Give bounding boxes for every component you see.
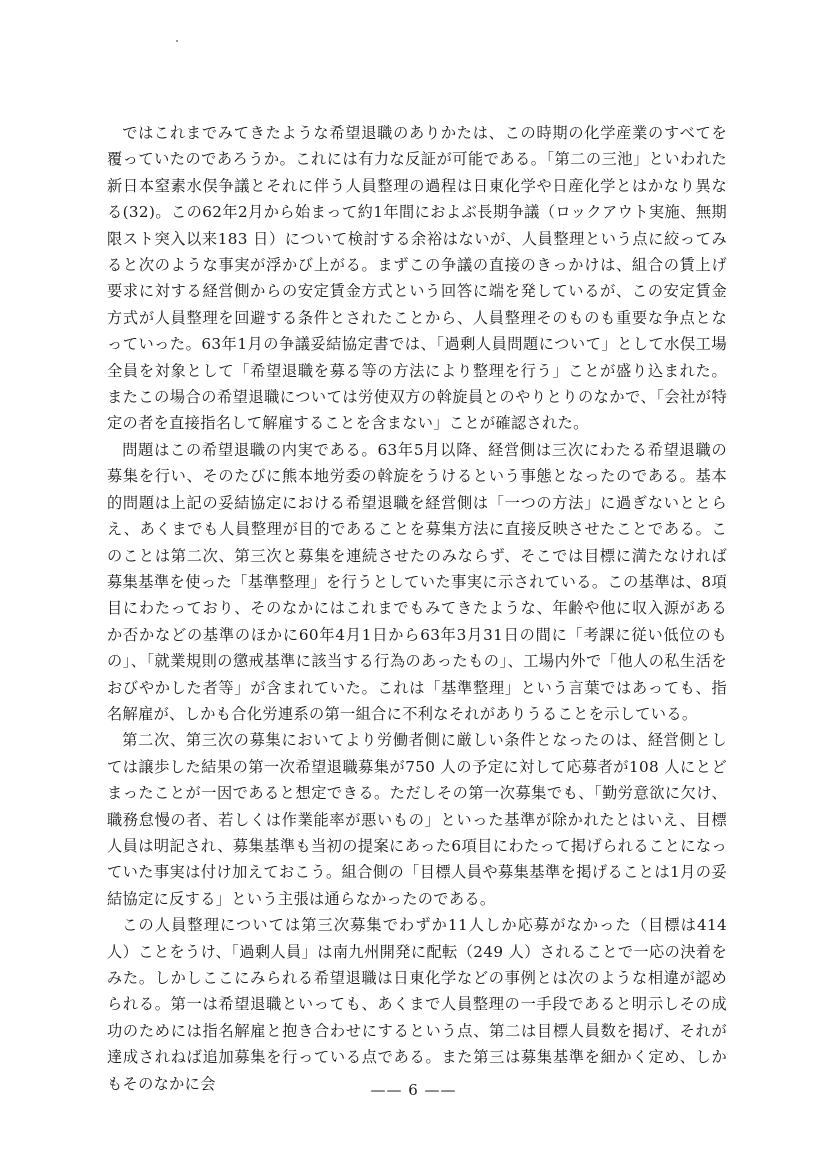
paragraph-4: この人員整理については第三次募集でわずか11人しか応募がなかった（目標は414 人）ことをうけ、「過剰人員」は南九州開発に配転（249 人）されることで一応の決着をみた。しかしここにみられる希望退職は日東化学などの事例とは次のような相違が認められる。第一は希望退職といっても、あくまで人員整理の一手段であると明示しその成功のためには指名解雇と抱き合わせにするという点、第二は目標人員数を掲げ、それが達成されねば追加募集を行っている点である。また第三は募集基準を細かく定め、しかもそのなかに会 [107, 916, 727, 1093]
page-number: —— 6 —— [370, 1081, 457, 1099]
body-text [107, 120, 727, 1097]
paragraph-1: ではこれまでみてきたような希望退職のありかたは、この時期の化学産業のすべてを覆っていたのであろうか。これには有力な反証が可能である。「第二の三池」といわれた新日本窒素水俣争議とそれに伴う人員整理の過程は日東化学や日産化学とはかなり異なる(32)。この62年2月から始まって約1年間におよぶ長期争議（ロックアウト実施、無期限スト突入以来183 日）について検討する余裕はないが、人員整理という点に絞ってみると次のような事実が浮かび上がる。まずこの争議の直接のきっかけは、組合の賃上げ要求に対する経営側からの安定賃金方式という回答に端を発しているが、この安定賃金方式が人員整理を回避する条件とされたことから、人員整理そのものも重要な争点となっていった。63年1月の争議妥結協定書では、「過剰人員問題について」として水俣工場全員を対象として「希望退職を募る等の方法により整理を行う」ことが盛り込まれた。またこの場合の希望退職については労使双方の斡旋員とのやりとりのなかで、「会社が特定の者を直接指名して解雇することを含まない」ことが確認された。 [107, 124, 727, 433]
paragraph-3: 第二次、第三次の募集においてより労働者側に厳しい条件となったのは、経営側としては譲歩した結果の第一次希望退職募集が750 人の予定に対して応募者が108 人にとどまったことが一因であると想定できる。ただしその第一次募集でも、「勤労意欲に欠け、職務怠慢の者、若しくは作業能率が悪いもの」といった基準が除かれたとはいえ、目標人員は明記され、募集基準も当初の提案にあった6項目にわたって掲げられることになっていた事実は付け加えておこう。組合側の「目標人員や募集基準を掲げることは1月の妥結協定に反する」という主張は通らなかったのである。 [107, 731, 727, 908]
paragraph-2: 問題はこの希望退職の内実である。63年5月以降、経営側は三次にわたる希望退職の募集を行い、そのたびに熊本地労委の斡旋をうけるという事態となったのである。基本的問題は上記の妥結協定における希望退職を経営側は「一つの方法」に過ぎないととらえ、あくまでも人員整理が目的であることを募集方法に直接反映させたことである。このことは第二次、第三次と募集を連続させたのみならず、そこでは目標に満たなければ募集基準を使った「基準整理」を行うとしていた事実に示されている。この基準は、8項目にわたっており、そのなかにはこれまでもみてきたような、年齢や他に収入源があるか否かなどの基準のほかに60年4月1日から63年3月31日の間に「考課に従い低位のもの」、「就業規則の懲戒基準に該当する行為のあったもの」、工場内外で「他人の私生活をおびやかした者等」が含まれていた。これは「基準整理」という言葉ではあっても、指名解雇が、しかも合化労連系の第一組合に不利なそれがありうることを示している。 [107, 440, 727, 723]
scan-speck [176, 40, 178, 42]
